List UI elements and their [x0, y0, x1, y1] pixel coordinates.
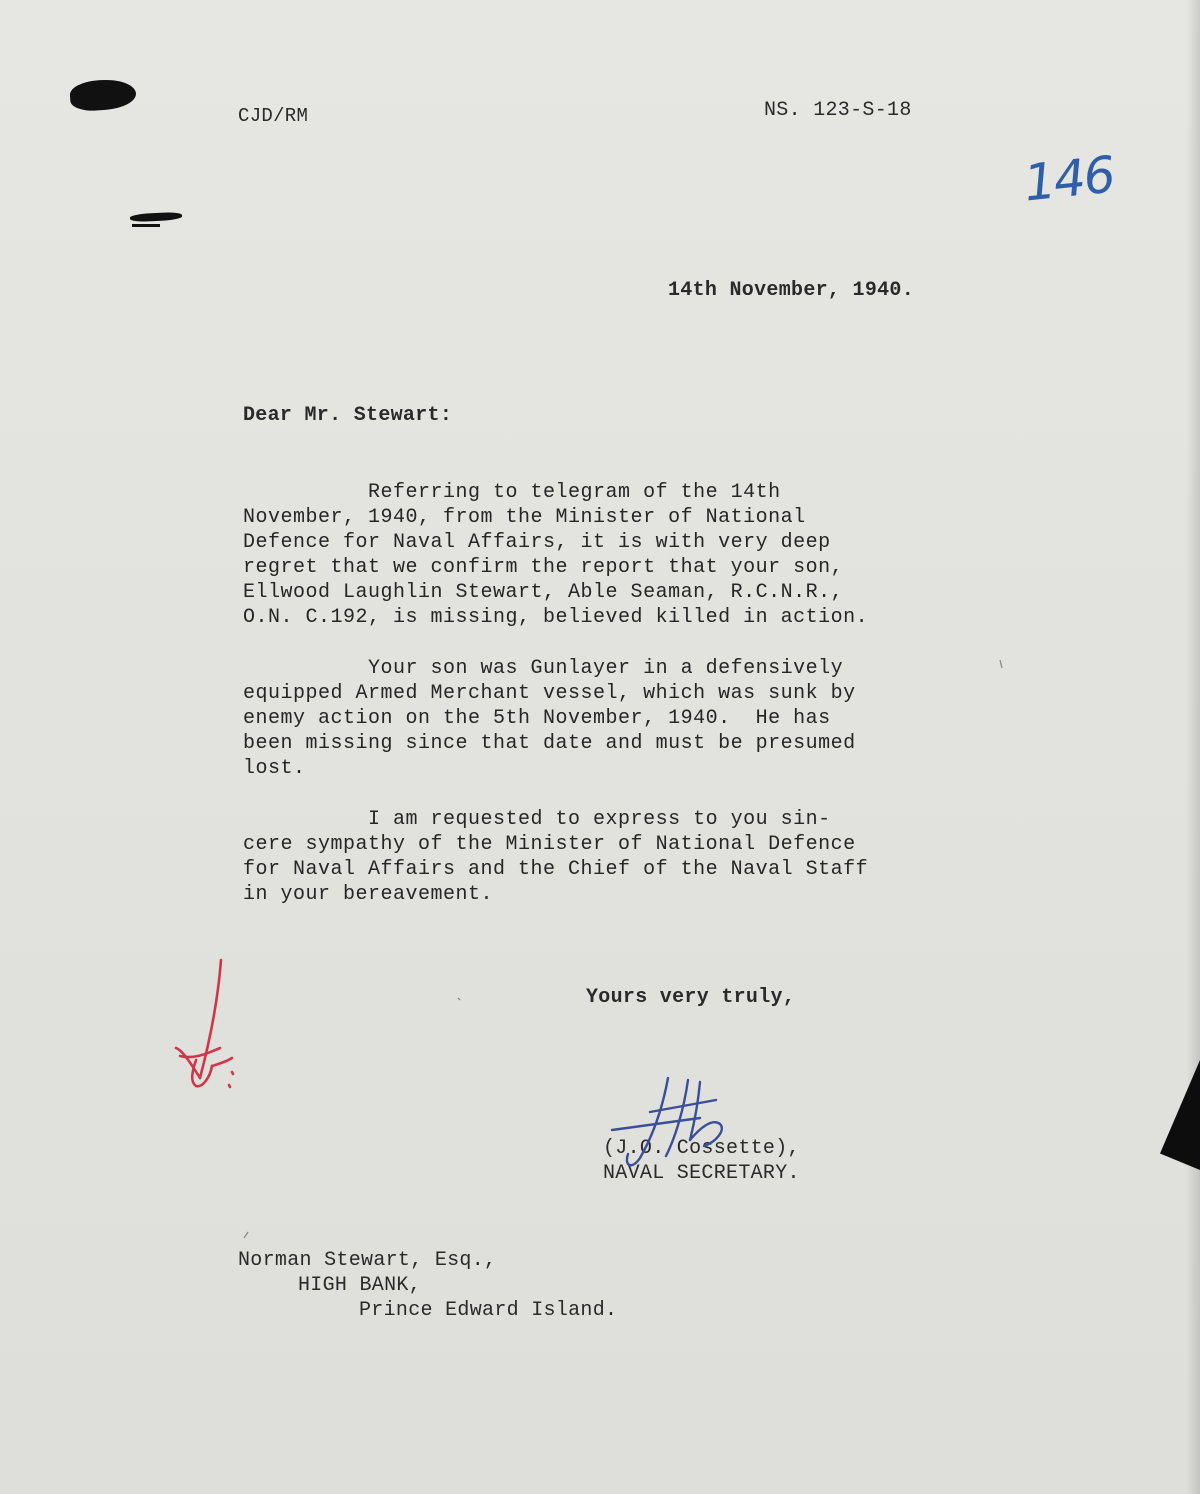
pencil-marks [244, 660, 1002, 1238]
paragraph-line: Your son was Gunlayer in a defensively [243, 657, 844, 680]
paragraph-line: cere sympathy of the Minister of National Defence [243, 833, 856, 856]
recipient-name: Norman Stewart, Esq., [238, 1249, 497, 1272]
signatory-name: (J.O. Cossette), [603, 1137, 800, 1160]
handwritten-page-number: 146 [1021, 145, 1117, 213]
paragraph-line: regret that we confirm the report that your son, [243, 556, 844, 579]
letter-date: 14th November, 1940. [668, 279, 915, 302]
paragraph-line: for Naval Affairs and the Chief of the Naval Staff [243, 858, 869, 881]
paragraph-line: O.N. C.192, is missing, believed killed in action. [243, 606, 869, 629]
paragraph-line: enemy action on the 5th November, 1940. He has [243, 707, 831, 730]
reference-initials: CJD/RM [238, 105, 309, 127]
recipient-province: Prince Edward Island. [359, 1299, 618, 1322]
paragraph-line: I am requested to express to you sin- [243, 808, 831, 831]
paragraph-line: November, 1940, from the Minister of National [243, 506, 806, 529]
paragraph-line: been missing since that date and must be presumed [243, 732, 856, 755]
salutation: Dear Mr. Stewart: [243, 404, 453, 427]
paragraph-line: in your bereavement. [243, 883, 494, 906]
paragraph-line: Defence for Naval Affairs, it is with very deep [243, 531, 831, 554]
file-number: NS. 123-S-18 [764, 99, 912, 122]
closing: Yours very truly, [586, 986, 796, 1009]
signatory-title: NAVAL SECRETARY. [603, 1162, 800, 1185]
paragraph-line: lost. [243, 757, 306, 780]
paragraph-line: Ellwood Laughlin Stewart, Able Seaman, R.C.N.R., [243, 581, 844, 604]
paragraph-line: Referring to telegram of the 14th [243, 481, 781, 504]
signature-mark [612, 1078, 722, 1165]
red-check-mark [176, 960, 233, 1087]
recipient-locality: HIGH BANK, [298, 1274, 422, 1297]
paragraph-line: equipped Armed Merchant vessel, which was sunk by [243, 682, 856, 705]
